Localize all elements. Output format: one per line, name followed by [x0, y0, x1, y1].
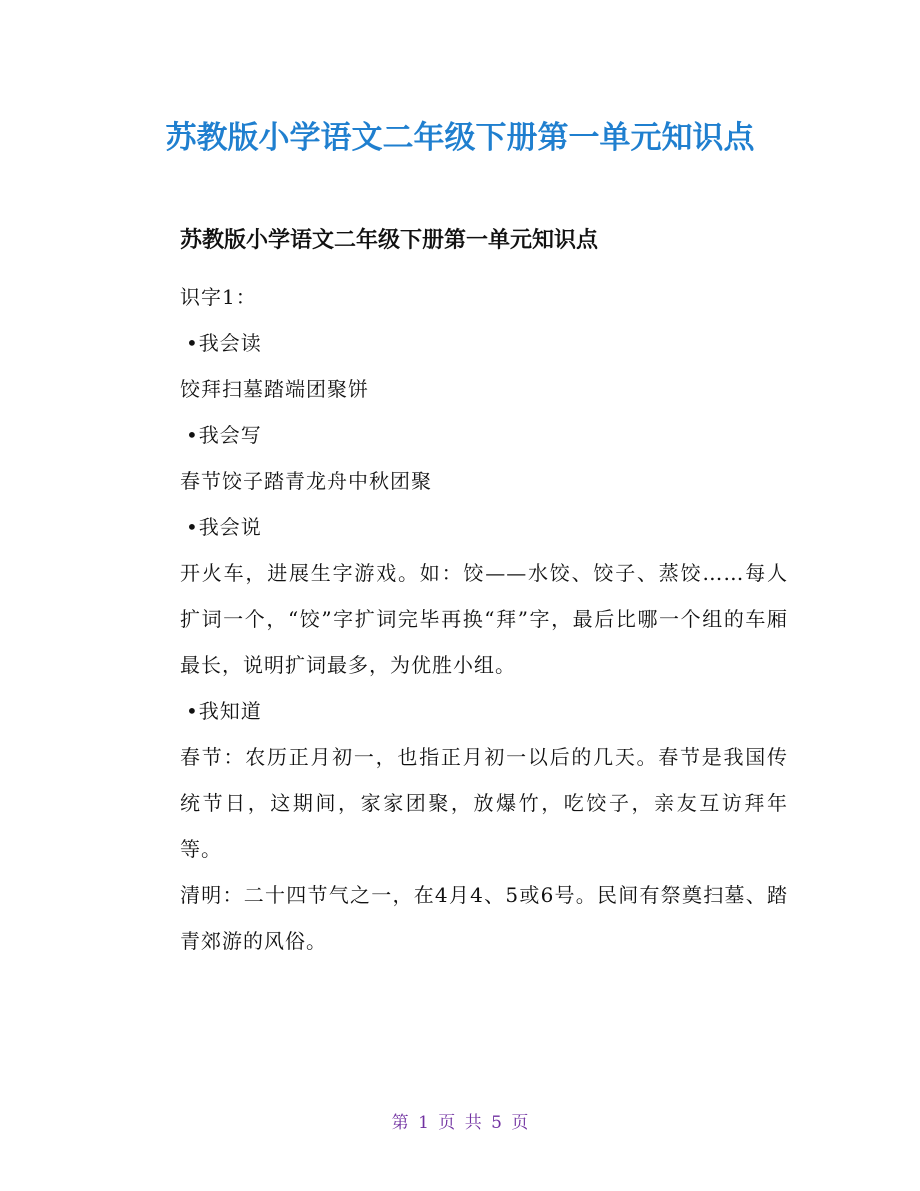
paragraph-speak-activity: 开火车，进展生字游戏。如：饺——水饺、饺子、蒸饺……每人扩词一个，“饺”字扩词完毕再换“拜”字，最后比哪一个组的车厢最长，说明扩词最多，为优胜小组。 [180, 561, 788, 677]
paragraph-write-words: 春节饺子踏青龙舟中秋团聚 [180, 469, 432, 493]
document-body [138, 218, 788, 964]
paragraph-bullet-speak: •我会说 [186, 515, 262, 539]
document-title: 苏教版小学语文二年级下册第一单元知识点 [165, 120, 755, 156]
paragraph-qingming: 清明：二十四节气之一，在4月4、5或6号。民间有祭奠扫墓、踏青郊游的风俗。 [180, 883, 788, 953]
page-number-footer: 第 1 页 共 5 页 [391, 1113, 529, 1133]
paragraph-spring-festival: 春节：农历正月初一，也指正月初一以后的几天。春节是我国传统节日，这期间，家家团聚，放爆竹，吃饺子，亲友互访拜年等。 [180, 745, 788, 861]
paragraph-read-words: 饺拜扫墓踏端团聚饼 [180, 377, 369, 401]
paragraph-bullet-know: •我知道 [186, 699, 262, 723]
section-heading: 苏教版小学语文二年级下册第一单元知识点 [180, 228, 599, 253]
paragraph-bullet-read: •我会读 [186, 331, 262, 355]
paragraph-bullet-write: •我会写 [186, 423, 262, 447]
paragraph-lesson-label: 识字1： [180, 285, 257, 309]
